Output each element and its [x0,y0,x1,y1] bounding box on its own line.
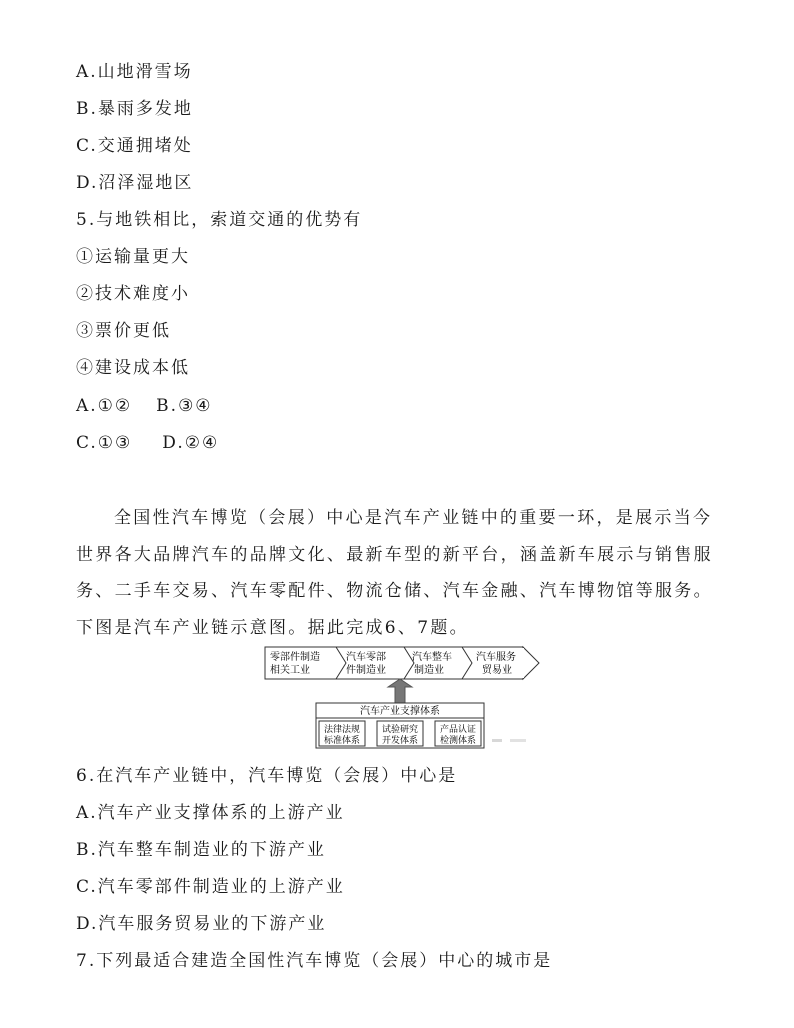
chain-4-line-1: 汽车服务 [476,652,516,663]
q4-option-b: B.暴雨多发地 [76,99,193,119]
q6-option-b: B.汽车整车制造业的下游产业 [76,840,326,860]
q6-option-c: C.汽车零部件制造业的上游产业 [76,877,345,897]
chain-2-line-1: 汽车零部 [346,652,386,663]
chain-end-arrow [523,647,539,679]
q5-option-c: C.①③ [76,433,133,453]
chain-4-line-2: 贸易业 [482,665,512,676]
chain-3-line-2: 制造业 [414,665,444,676]
industry-chain-diagram [264,645,544,751]
q5-option-b: B.③④ [156,396,213,416]
q5-option-d: D.②④ [162,433,220,453]
q4-option-d: D.沼泽湿地区 [76,173,194,193]
q6-option-d: D.汽车服务贸易业的下游产业 [76,914,327,934]
q5-option-a: A.①② [76,396,133,416]
support-3-line-2: 检测体系 [439,736,477,746]
chain-2-line-2: 件制造业 [346,665,386,676]
q5-options-row-2 [76,432,219,454]
support-1-line-1: 法律法规 [323,725,361,735]
q7-stem: 7.下列最适合建造全国性汽车博览（会展）中心的城市是 [76,951,553,971]
chain-3-line-1: 汽车整车 [412,652,452,663]
q5-options-row-1 [76,395,213,417]
chain-1-line-2: 相关工业 [270,665,310,676]
support-arrow-icon [388,679,412,703]
chain-1-line-1: 零部件制造 [270,652,320,663]
support-2-line-1: 试验研究 [381,725,419,735]
q5-stem: 5.与地铁相比，索道交通的优势有 [76,210,363,230]
scan-artifact [492,739,502,742]
q6-stem: 6.在汽车产业链中，汽车博览（会展）中心是 [76,766,458,786]
q5-item-1: ①运输量更大 [76,247,190,267]
q4-option-a: A.山地滑雪场 [76,62,193,82]
q5-item-3: ③票价更低 [76,321,171,341]
support-2-line-2: 开发体系 [381,736,419,746]
q6-option-a: A.汽车产业支撑体系的上游产业 [76,803,345,823]
q5-item-4: ④建设成本低 [76,358,190,378]
q4-option-c: C.交通拥堵处 [76,136,193,156]
support-1-line-2: 标准体系 [323,736,361,746]
support-3-line-1: 产品认证 [439,725,477,735]
reading-passage: 全国性汽车博览（会展）中心是汽车产业链中的重要一环，是展示当今世界各大品牌汽车的品牌文化、最新车型的新平台，涵盖新车展示与销售服务、二手车交易、汽车零配件、物流仓储、汽车金融、汽车博物馆等服务。下图是汽车产业链示意图。据此完成6、7题。 [76,508,713,638]
support-title: 汽车产业支撑体系 [360,706,440,717]
q5-item-2: ②技术难度小 [76,284,190,304]
scan-artifact [510,739,526,742]
